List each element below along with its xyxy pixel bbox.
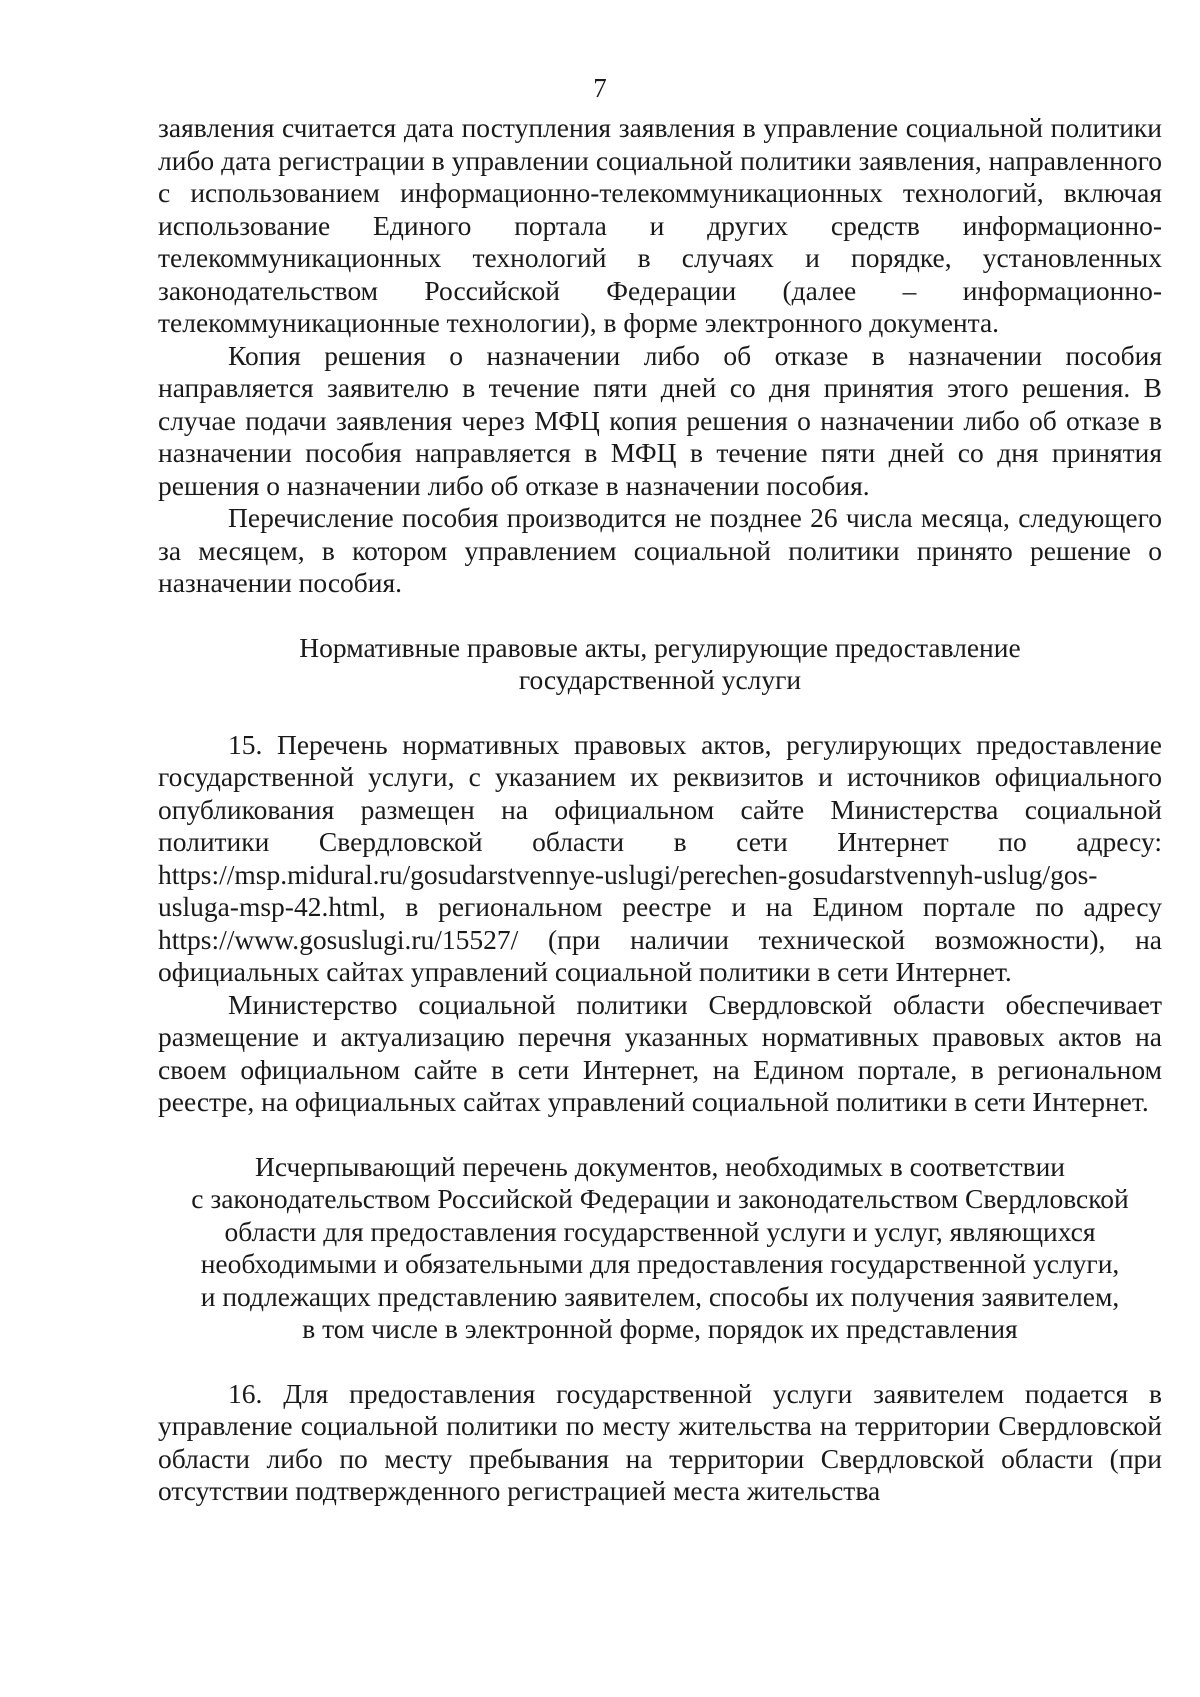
document-body	[158, 112, 1162, 1508]
paragraph-ministry-duties: Министерство социальной политики Свердловской области обеспечивает размещение и актуализацию перечня указанных нормативных правовых актов на своем официальном сайте в сети Интернет, на Едином портале, в региональном реестре, на официальных сайтах управлений социальной политики в сети Интернет.	[158, 988, 1162, 1117]
paragraph-item-15: 15. Перечень нормативных правовых актов, регулирующих предоставление государственной услуги, с указанием их реквизитов и источников официального опубликования размещен на официальном сайте Министерства социальной политики Свердловской области в сети Интернет по адресу: https://msp.midural.ru/gosudarstvennye-uslugi/perechen-gosudarstvennyh-uslug/gos-usluga-msp-42.html, в региональном реестре и на Едином портале по адресу https://www.gosuslugi.ru/15527/ (при наличии технической возможности), на официальных сайтах управлений социальной политики в сети Интернет.	[158, 728, 1162, 987]
heading-line: Исчерпывающий перечень документов, необходимых в соответствии	[254, 1150, 1065, 1182]
paragraph-benefit-transfer: Перечисление пособия производится не позднее 26 числа месяца, следующего за месяцем, в котором управлением социальной политики принято решение о назначении пособия.	[158, 502, 1162, 598]
paragraph-continuation: заявления считается дата поступления заявления в управление социальной политики либо дата регистрации в управлении социальной политики заявления, направленного с использованием информационно-телекоммуникационных технологий, включая использование Единого портала и других средств информационно-телекоммуникационных технологий в случаях и порядке, установленных законодательством Российской Федерации (далее – информационно-телекоммуникационные технологии), в форме электронного документа.	[158, 112, 1162, 338]
page-number: 7	[593, 73, 607, 103]
section-heading-documents-list	[158, 1151, 1162, 1346]
heading-line: с законодательством Российской Федерации и законодательством Свердловской	[191, 1183, 1129, 1214]
section-heading-legal-acts	[158, 632, 1162, 697]
heading-line: области для предоставления государственной услуги и услуг, являющихся	[224, 1215, 1096, 1247]
paragraph-item-16: 16. Для предоставления государственной услуги заявителем подается в управление социальной политики по месту жительства на территории Свердловской области либо по месту пребывания на территории Свердловской области (при отсутствии подтвержденного регистрацией места жительства	[158, 1377, 1162, 1506]
heading-line: государственной услуги	[518, 664, 802, 695]
paragraph-decision-copy: Копия решения о назначении либо об отказе в назначении пособия направляется заявителю в течение пяти дней со дня принятия этого решения. В случае подачи заявления через МФЦ копия решения о назначении либо об отказе в назначении пособия направляется в МФЦ в течение пяти дней со дня принятия решения о назначении либо об отказе в назначении пособия.	[158, 339, 1162, 501]
heading-line: в том числе в электронной форме, порядок их представления	[302, 1313, 1018, 1344]
heading-line: Нормативные правовые акты, регулирующие предоставление	[299, 631, 1021, 663]
heading-line: и подлежащих представлению заявителем, способы их получения заявителем,	[200, 1280, 1120, 1312]
heading-line: необходимыми и обязательными для предоставления государственной услуги,	[200, 1248, 1120, 1279]
